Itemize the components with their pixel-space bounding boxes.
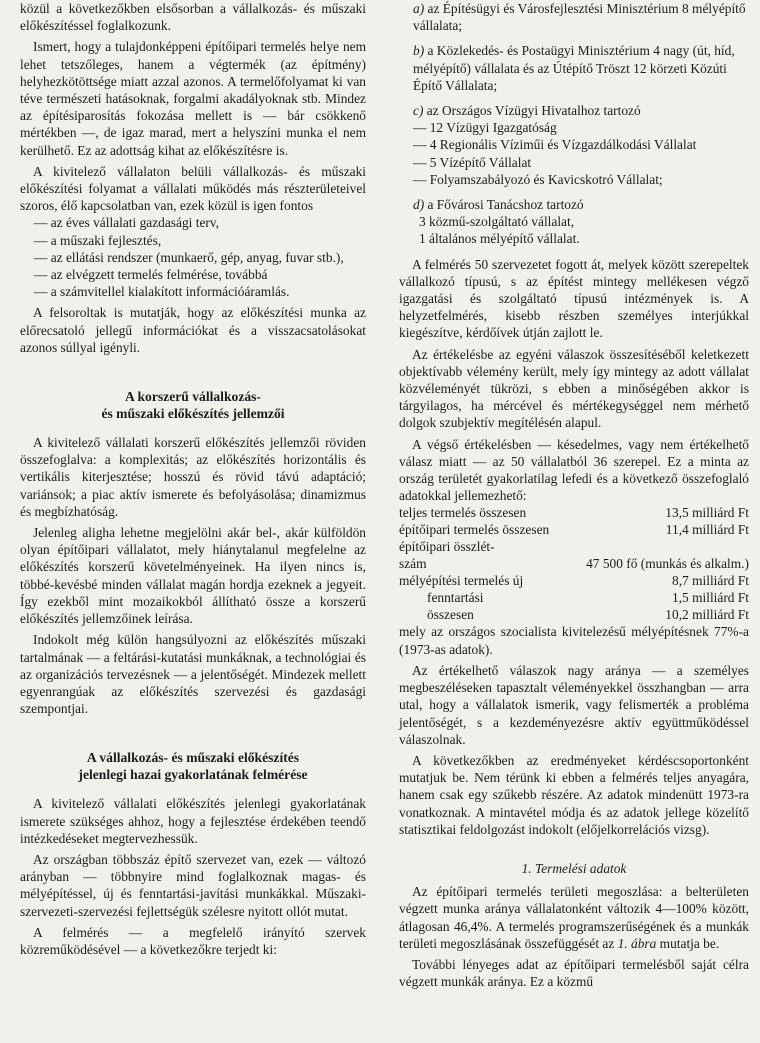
- item-text: az Építésügyi és Városfejlesztési Minisztérium 8 mélyépítő vállalata;: [413, 1, 746, 34]
- item-text: a Közlekedés- és Postaügyi Minisztérium 4 nagy (út, híd, mélyépítő) vállalata és az Útépítő Tröszt 12 körzeti Közúti Építő Vállalata;: [413, 43, 735, 93]
- paragraph: A felmérés 50 szervezetet fogott át, melyek között szerepeltek vállalkozó típusú, s az építést mintegy mellékesen végző igazgatási és szolgáltató típusú intézmények is. A helyzetfelmérés, kisebb részben személyes interjúkkal kiegészítve, kérdőívek útján zajlott le.: [399, 256, 749, 341]
- paragraph: [399, 883, 749, 952]
- item-label: c): [413, 103, 424, 119]
- paragraph: közül a következőkben elsősorban a vállalkozás- és műszaki előkészítéssel foglalkozunk.: [20, 1, 366, 34]
- enumeration-item: [399, 196, 749, 213]
- left-column: [20, 0, 366, 962]
- stat-value: 10,2 milliárd Ft: [665, 607, 749, 623]
- list-item: — az elvégzett termelés felmérése, továbbá: [34, 267, 268, 283]
- figure-reference: 1. ábra: [617, 935, 657, 951]
- stat-label: szám: [399, 556, 427, 572]
- paragraph: A kivitelező vállalati korszerű előkészítés jellemzői röviden összefoglalva: a komplexitás; az előkészítés horizontális és vertikális kiterjesztése; hosszú és rövid távú adaptáció; variánsok; a piac aktív ismerete és befolyásolása; dinamizmus és megbízhatóság.: [20, 435, 366, 519]
- paragraph: Az értékelésbe az egyéni válaszok összesítéséből keletkezett objektívabb vélemény került, mely így mintegy az adott vállalat közvéleményét tükrözi, s ebben a minőségében akkor is tárgyilagos, ha mércével és mértékegységgel nem mérhető dolgok szubjektív megítélésén alapul.: [399, 346, 749, 431]
- item-label: a): [413, 1, 425, 16]
- stat-value: 1,5 milliárd Ft: [672, 590, 749, 606]
- table-row: [399, 606, 749, 623]
- list-item: — az ellátási rendszer (munkaerő, gép, anyag, fuvar stb.),: [34, 249, 344, 265]
- stat-label: fenntartási: [427, 590, 484, 606]
- paragraph: A felsoroltak is mutatják, hogy az előkészítési munka az előrecsatoló jellegű információkat és a visszacsatolásokat azonos súllyal igényli.: [20, 305, 366, 355]
- paragraph-text: Az építőipari termelés területi megoszlása: a belterületen végzett munka aránya vállalatonként változik 4—100% között, átlagosan 46,4%. A termelés programszerűségének és a munkák területi megoszlásának összefüggését az: [399, 884, 749, 951]
- heading-line: A vállalkozás- és műszaki előkészítés: [86, 750, 300, 766]
- item-text: az Országos Vízügyi Hivatalhoz tartozó: [426, 103, 641, 119]
- paragraph-text: mutatja be.: [656, 935, 720, 951]
- stat-value: [567, 538, 749, 555]
- paragraph: Ismert, hogy a tulajdonképpeni építőipari termelés helye nem lehet tetszőleges, hanem a végtermék (az építmény) helyhezkötöttsége miatt azzal azonos. A termelőfolyamat ki van téve természeti hatásoknak, forgalmi akadályoknak stb. Mindez az építésiparosítás fokozása mellett is — bár csökkenő mértékben —, de igaz marad, mert a helyszíni munka el nem kerülhető. Ez az adottság kihat az előkészítésre is.: [20, 39, 366, 158]
- table-row: [399, 521, 749, 538]
- section-heading: [20, 749, 366, 783]
- summary-stats-table: [399, 504, 749, 623]
- paragraph: A kivitelező vállalati előkészítés jelenlegi gyakorlatának ismerete szükséges ahhoz, hogy a fejlesztése érdekében teendő intézkedéseket megtervezhessük.: [20, 796, 366, 846]
- stat-label: mélyépítési termelés új: [399, 573, 524, 589]
- stat-label: építőipari termelés összesen: [399, 522, 550, 538]
- table-row: [399, 538, 749, 555]
- list-item: — az éves vállalati gazdasági terv,: [34, 215, 220, 231]
- paragraph: Indokolt még külön hangsúlyozni az előkészítés műszaki tartalmának — a feltárási-kutatási munkáknak, a technológiai és az organizációs tervezésnek — a jelentőségét. Mindezek mellett egyenrangúak az előkészítés szervezési és gazdasági szempontjai.: [20, 632, 366, 717]
- stat-label: építőipari összlét-: [399, 539, 495, 555]
- item-label: b): [413, 43, 425, 59]
- paragraph: Az országban többszáz építő szervezet van, ezek — változó arányban — többnyire mind foglalkoznak magas- és mélyépítéssel, új és fenntartási-javítási munkákkal. Műszaki-szervezeti-szervezési fejlettségük szélesre nyitott ollót mutat.: [20, 851, 366, 919]
- enumeration-item: [399, 102, 749, 119]
- table-row: [399, 589, 749, 606]
- right-column: [399, 0, 749, 994]
- list-item: 1 általános mélyépítő vállalat.: [419, 231, 580, 247]
- list-item: — a műszaki fejlesztés,: [34, 232, 162, 248]
- list-item: — a számvitellel kialakított információáramlás.: [34, 284, 290, 300]
- paragraph: A kivitelező vállalaton belüli vállalkozás- és műszaki előkészítési folyamat a vállalati működés más részterületeivel szoros, élő kapcsolatban van, ezek közül is igen fontos: [20, 163, 366, 214]
- paragraph: A végső értékelésben — késedelmes, vagy nem értékelhető válasz miatt — az 50 vállalatból 36 szerepel. Ez a minta az ország területét gyakorlatilag lefedi és a következő összefoglaló adatokkal jellemezhető:: [399, 436, 749, 504]
- table-row: [399, 572, 749, 589]
- paragraph: Jelenleg aligha lehetne megjelölni akár bel-, akár külföldön olyan építőipari vállalatot, mely hiánytalanul megfelelne az előkészítés korszerű követelményeinek. Ha ilyen nincs is, többé-kevésbé minden vállalat magán hordja ezeknek a jegyeit. Így ezekből mint mozaikokból állítható össze a korszerű előkészítés jellemzőinek leírása.: [20, 525, 366, 627]
- heading-line: A korszerű vállalkozás-: [125, 389, 261, 405]
- paragraph: Az értékelhető válaszok nagy aránya — a személyes megbeszéléseken tapasztalt véleményekkel összhangban — arra utal, hogy a vállalatok ismerik, vagy felismerték a probléma jelentőségét, s a kezdeményezésre aktív együttműködéssel válaszolnak.: [399, 662, 749, 747]
- list-item: — 5 Vízépítő Vállalat: [413, 154, 532, 170]
- paragraph: A következőkben az eredményeket kérdéscsoportonként mutatjuk be. Nem térünk ki ebben a felmérés teljes anyagára, hanem csak egy szűkebb részére. Az adatok mindenütt 1973-ra vonatkoznak. A mintavétel módja és az adatok jellege közelítő statisztikai feldolgozást indokolt (előjelkorrelációs vizsg).: [399, 752, 749, 837]
- stat-value: 11,4 milliárd Ft: [665, 522, 749, 538]
- list-item: — Folyamszabályozó és Kavicskotró Vállalat;: [413, 171, 663, 187]
- heading-line: jelenlegi hazai gyakorlatának felmérése: [78, 767, 308, 783]
- section-heading: [20, 388, 366, 422]
- stat-label: teljes termelés összesen: [399, 505, 527, 521]
- stat-value: 13,5 milliárd Ft: [665, 505, 749, 521]
- paragraph: További lényeges adat az építőipari termelésből saját célra végzett munkák aránya. Ez a közmű: [399, 956, 749, 990]
- heading-line: és műszaki előkészítés jellemzői: [101, 406, 285, 422]
- paragraph: A felmérés — a megfelelő irányító szervek közreműködésével — a következőkre terjedt ki:: [20, 924, 366, 957]
- list-item: — 4 Regionális Víziműi és Vízgazdálkodási Vállalat: [413, 137, 697, 153]
- item-text: a Fővárosi Tanácshoz tartozó: [427, 197, 584, 213]
- list-item: — 12 Vízügyi Igazgatóság: [413, 120, 557, 136]
- table-row: [399, 504, 749, 521]
- item-label: d): [413, 197, 425, 213]
- enumeration-item: [399, 42, 749, 94]
- stat-label: összesen: [427, 607, 474, 623]
- subsection-heading: 1. Termelési adatok: [521, 860, 627, 876]
- stat-value: 8,7 milliárd Ft: [672, 573, 749, 589]
- stat-value: 47 500 fő (munkás és alkalm.): [586, 556, 749, 572]
- table-row: [399, 555, 749, 572]
- paragraph: mely az országos szocialista kivitelezésű mélyépítésnek 77%-a (1973-as adatok).: [399, 624, 749, 657]
- list-item: 3 közmű-szolgáltató vállalat,: [419, 214, 575, 230]
- enumeration-item: [399, 0, 749, 34]
